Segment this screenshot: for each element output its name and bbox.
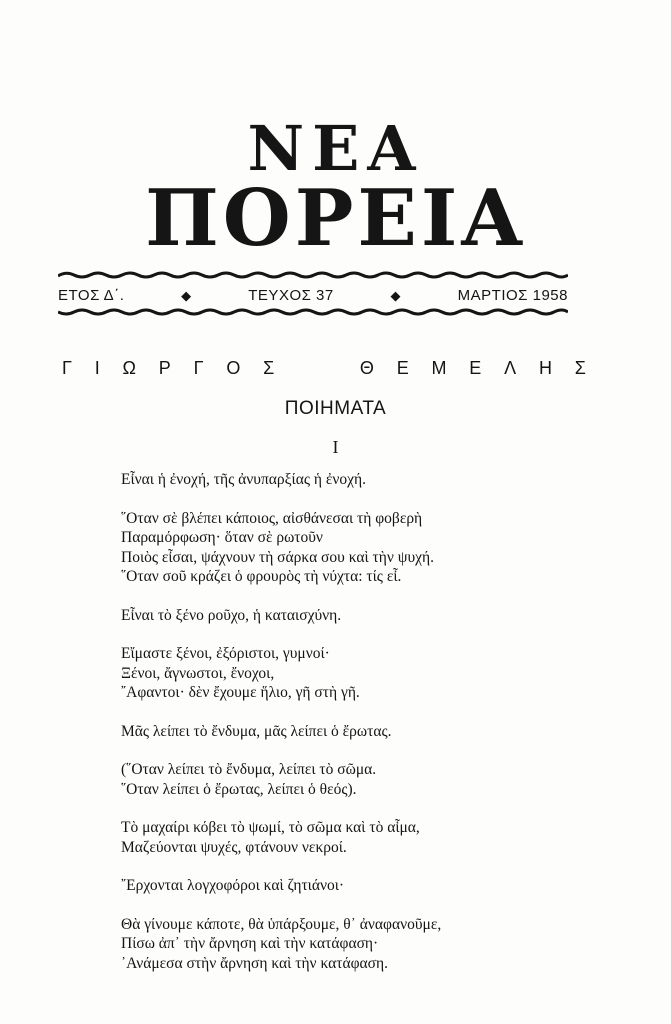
poem-line: Μαζεύονται ψυχές, φτάνουν νεκροί.: [121, 838, 347, 856]
author-letter: Γ: [62, 358, 72, 378]
author-letter: Ω: [122, 358, 136, 378]
poem-line: Εἶναι τὸ ξένο ροῦχο, ἡ καταισχύνη.: [121, 606, 342, 624]
decorative-wave-rule-top: [58, 270, 568, 280]
author-letter: Ε: [469, 358, 482, 378]
poem-stanza: [121, 915, 601, 974]
section-title: ΠΟΙΗΜΑΤΑ: [284, 398, 387, 419]
poem-line: ῎Αφαντοι· δὲν ἔχουμε ἥλιο, γῆ στὴ γῆ.: [121, 684, 360, 701]
author-letter: Η: [538, 358, 552, 378]
author-letter: Μ: [431, 358, 447, 378]
poem-stanza: [121, 644, 601, 703]
issue-info-line: [58, 287, 568, 304]
section-number: Ι: [332, 437, 339, 457]
issue-year: ΕΤΟΣ Δ΄.: [58, 287, 125, 304]
author-letter: Ρ: [158, 358, 171, 378]
poem-line: Πίσω ἀπ᾽ τὴν ἄρνηση καὶ τὴν κατάφαση·: [121, 935, 379, 952]
poem-line: Τὸ μαχαίρι κόβει τὸ ψωμί, τὸ σῶμα καὶ τὸ αἷμα,: [121, 819, 420, 836]
poem-line: Μᾶς λείπει τὸ ἔνδυμα, μᾶς λείπει ὁ ἔρωτας.: [121, 722, 392, 740]
poem-line: Ποιὸς εἶσαι, ψάχνουν τὴ σάρκα σου καὶ τὴν ψυχή.: [121, 548, 435, 566]
decorative-wave-rule-bottom: [58, 307, 568, 317]
author-letter: Θ: [359, 358, 374, 378]
poem-body: [121, 470, 601, 992]
poem-stanza: [121, 876, 601, 896]
poem-line: ῞Οταν λείπει ὁ ἔρωτας, λείπει ὁ θεός).: [121, 780, 357, 798]
poem-line: ᾽Ανάμεσα στὴν ἄρνηση καὶ τὴν κατάφαση.: [121, 954, 388, 972]
poem-stanza: [121, 818, 601, 857]
author-letter: Σ: [263, 358, 275, 378]
author-letter: Λ: [504, 358, 517, 378]
poem-line: ῎Ερχονται λογχοφόροι καὶ ζητιάνοι·: [121, 877, 345, 894]
poem-stanza: [121, 509, 601, 587]
poem-line: ῞Οταν σοῦ κράζει ὁ φρουρὸς τὴ νύχτα: τίς εἶ.: [121, 568, 402, 585]
poem-line: Ξένοι, ἄγνωστοι, ἔνοχοι,: [121, 664, 275, 682]
author-letter: Σ: [574, 358, 586, 378]
separator-diamond-icon: ◆: [181, 287, 192, 303]
author-name-gap: [297, 358, 337, 379]
author-letter: Γ: [193, 358, 204, 378]
poem-stanza: [121, 760, 601, 799]
separator-diamond-icon: ◆: [390, 287, 401, 303]
author-name: [62, 358, 586, 379]
masthead-title-line-2: ΠΟΡΕΙΑ: [145, 173, 526, 264]
poem-stanza: [121, 470, 601, 490]
poem-stanza: [121, 606, 601, 626]
issue-date: ΜΑΡΤΙΟΣ 1958: [457, 287, 568, 304]
poem-line: ῞Οταν σὲ βλέπει κάποιος, αἰσθάνεσαι τὴ φοβερὴ: [121, 509, 423, 527]
author-letter: Ι: [94, 358, 100, 378]
poem-line: Παραμόρφωση· ὅταν σὲ ρωτοῦν: [121, 529, 323, 546]
poem-line: Εἴμαστε ξένοι, ἐξόριστοι, γυμνοί·: [121, 645, 330, 662]
poem-line: (῞Οταν λείπει τὸ ἔνδυμα, λείπει τὸ σῶμα.: [121, 761, 377, 778]
author-letter: Ε: [396, 358, 409, 378]
poem-line: Θὰ γίνουμε κάποτε, θὰ ὑπάρξουμε, θ᾽ ἀναφανοῦμε,: [121, 915, 442, 933]
author-letter: Ο: [226, 358, 241, 378]
issue-number: ΤΕΥΧΟΣ 37: [248, 287, 334, 304]
poem-stanza: [121, 722, 601, 742]
poem-line: Εἶναι ἡ ἐνοχή, τῆς ἀνυπαρξίας ἡ ἐνοχή.: [121, 471, 366, 488]
masthead-title-line-1: ΝΕΑ: [247, 112, 424, 185]
